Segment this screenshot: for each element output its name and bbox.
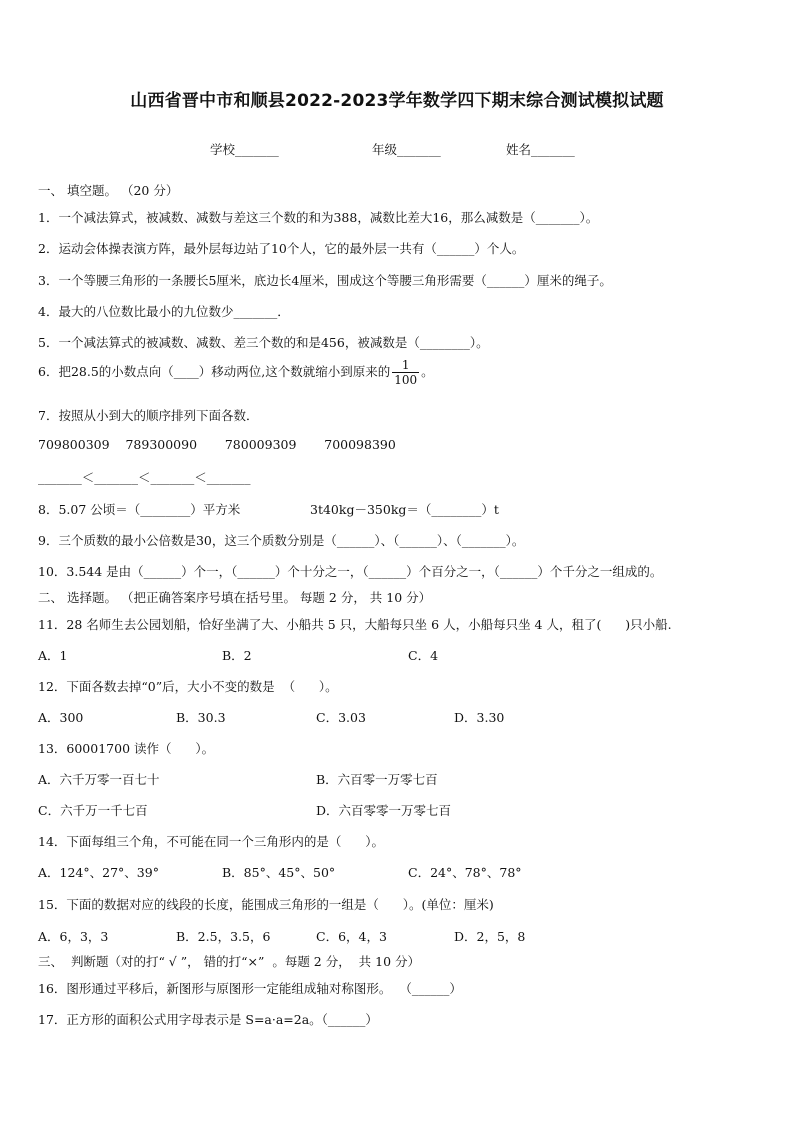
question-9: 9．三个质数的最小公倍数是30，这三个质数分别是（______）、（______）、（_______）。 [38, 533, 525, 548]
option-q11-c: C．4 [408, 648, 439, 663]
option-q13-a: A．六千万零一百七十 [38, 772, 160, 787]
question-15: 15．下面的数据对应的线段的长度，能围成三角形的一组是（ ）。(单位：厘米) [38, 897, 494, 912]
question-7-numbers: 709800309 789300090 780009309 700098390 [38, 437, 396, 452]
question-6-end: 。 [421, 364, 434, 379]
school-field: 学校_______ [210, 142, 279, 157]
page-title: 山西省晋中市和顺县2022-2023学年数学四下期末综合测试模拟试题 [130, 91, 664, 111]
section-choice-heading: 二、 选择题。 （把正确答案序号填在括号里。 每题 2 分， 共 10 分） [38, 590, 432, 605]
question-11: 11．28 名师生去公园划船，恰好坐满了大、小船共 5 只，大船每只坐 6 人，小船每只坐 4 人，租了( )只小船. [38, 617, 672, 632]
section-fill-blank-heading: 一、 填空题。 （20 分） [38, 183, 179, 198]
name-field: 姓名_______ [506, 142, 575, 157]
question-6-text: 6．把28.5的小数点向（____）移动两位,这个数就缩小到原来的 [38, 364, 391, 379]
question-4: 4．最大的八位数比最小的九位数少_______． [38, 304, 290, 319]
option-q15-d: D．2，5，8 [454, 929, 526, 944]
question-7: 7．按照从小到大的顺序排列下面各数． [38, 408, 259, 423]
option-q12-a: A．300 [38, 710, 84, 725]
section-judge-heading: 三、 判断题（对的打“ √ ”， 错的打“×” 。每题 2 分， 共 10 分） [38, 954, 421, 969]
grade-field: 年级_______ [372, 142, 441, 157]
option-q13-d: D．六百零零一万零七百 [316, 803, 452, 818]
question-1: 1．一个减法算式，被减数、减数与差这三个数的和为388，减数比差大16，那么减数是（_______）。 [38, 210, 599, 225]
fraction-numerator: 1 [392, 358, 419, 373]
option-q14-a: A．124°、27°、39° [38, 865, 159, 880]
question-12: 12．下面各数去掉“0”后，大小不变的数是 （ ）。 [38, 679, 338, 694]
question-14: 14．下面每组三个角，不可能在同一个三角形内的是（ ）。 [38, 834, 384, 849]
option-q13-c: C．六千万一千七百 [38, 803, 148, 818]
option-q13-b: B．六百零一万零七百 [316, 772, 438, 787]
option-q15-c: C．6，4，3 [316, 929, 387, 944]
option-q12-b: B．30.3 [176, 710, 226, 725]
question-7-blanks: _______＜_______＜_______＜_______ [38, 470, 251, 485]
option-q11-a: A．1 [38, 648, 68, 663]
option-q12-d: D．3.30 [454, 710, 505, 725]
question-17: 17．正方形的面积公式用字母表示是 S=a·a=2a。（______） [38, 1012, 378, 1027]
question-13: 13．60001700 读作（ ）。 [38, 741, 215, 756]
question-2: 2．运动会体操表演方阵，最外层每边站了10个人，它的最外层一共有（______）个人。 [38, 241, 525, 256]
fraction-denominator: 100 [394, 373, 418, 387]
question-6 [38, 358, 434, 387]
question-5: 5．一个减法算式的被减数、减数、差三个数的和是456，被减数是（________）。 [38, 335, 489, 350]
option-q14-c: C．24°、78°、78° [408, 865, 522, 880]
question-16: 16．图形通过平移后，新图形与原图形一定能组成轴对称图形。 （______） [38, 981, 462, 996]
question-3: 3．一个等腰三角形的一条腰长5厘米，底边长4厘米，围成这个等腰三角形需要（______）厘米的绳子。 [38, 273, 612, 288]
question-8b: 3t40kg－350kg＝（________）t [310, 502, 499, 517]
option-q15-a: A．6，3，3 [38, 929, 109, 944]
option-q15-b: B．2.5，3.5，6 [176, 929, 271, 944]
option-q14-b: B．85°、45°、50° [222, 865, 336, 880]
fraction [392, 358, 419, 387]
question-8a: 8．5.07 公顷＝（________）平方米 [38, 502, 241, 517]
question-10: 10．3.544 是由（______）个一，（______）个十分之一，（______）个百分之一，（______）个千分之一组成的。 [38, 564, 663, 579]
option-q12-c: C．3.03 [316, 710, 366, 725]
option-q11-b: B．2 [222, 648, 252, 663]
